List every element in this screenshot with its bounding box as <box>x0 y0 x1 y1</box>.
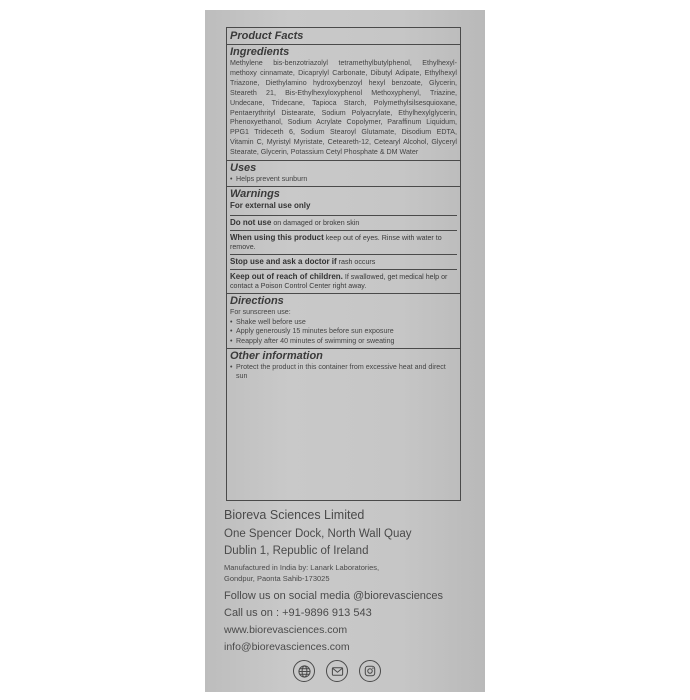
manufacturer-line1: Manufactured in India by: Lanark Laboratories, <box>224 563 380 572</box>
social-follow-text: Follow us on social media @biorevasciences <box>224 590 444 602</box>
email-text: info@biorevasciences.com <box>224 641 350 653</box>
keep-out-row <box>230 269 457 293</box>
warnings-section <box>227 187 460 294</box>
ingredients-list: Methylene bis-benzotriazolyl tetramethylbutylphenol, Ethylhexyl-methoxy cinnamate, Dicaprylyl Carbonate, Dibutyl Adipate, Ethylhexyl Triazone, Diethylamino hydroxybenzoyl hexyl benzoate, Glycerin, Steareth 21, Bis-Ethylhexyloxyphenol Methoxyphenyl, Triazine, Undecane, Tridecane, Tapioca Starch, Polymethylsilsesquioxane, Pentaerythrityl Distearate, Sodium Polyacrylate, Ethylhexylglycerin, Phenoxyethanol, Sodium Acrylate Copolymer, Paraffinum Liquidum, PPG1 Trideceth 6, Sodium Stearoyl Glutamate, Disodium EDTA, Vitamin C, Myristyl Myristate, Ceteareth-12, Cetearyl Alcohol, Glyceryl Stearate, Glycerin, Potassium Cetyl Phosphate & DM Water <box>230 59 457 157</box>
stop-use-text: rash occurs <box>336 258 376 267</box>
directions-intro: For sunscreen use: <box>230 308 291 317</box>
do-not-use-text: on damaged or broken skin <box>271 219 360 228</box>
external-use-text: For external use only <box>230 201 311 211</box>
when-using-text: keep out of eyes. Rinse with water to remove. <box>230 234 442 252</box>
directions-list <box>230 318 457 346</box>
ingredients-title: Ingredients <box>230 46 290 58</box>
do-not-use-label: Do not use <box>230 218 272 228</box>
list-item: • Shake well before use <box>230 318 457 327</box>
when-using-label: When using this product <box>230 233 324 243</box>
company-address-line1: One Spencer Dock, North Wall Quay <box>224 528 412 540</box>
website-text: www.biorevasciences.com <box>224 624 348 636</box>
globe-icon <box>293 660 315 682</box>
directions-title: Directions <box>230 295 284 308</box>
product-facts-title: Product Facts <box>227 28 460 45</box>
list-item: • Reapply after 40 minutes of swimming or sweating <box>230 337 457 346</box>
product-facts-box <box>226 27 461 501</box>
other-info-title: Other information <box>230 349 323 362</box>
directions-section <box>227 294 460 349</box>
list-item: • Helps prevent sunburn <box>230 175 457 184</box>
list-item: • Apply generously 15 minutes before sun exposure <box>230 327 457 336</box>
manufacturer-line2: Gondpur, Paonta Sahib-173025 <box>224 574 330 583</box>
ingredients-section <box>227 45 460 161</box>
stop-use-row <box>230 254 457 269</box>
other-info-section <box>227 349 460 384</box>
keep-out-label: Keep out of reach of children. <box>230 272 343 282</box>
company-name: Bioreva Sciences Limited <box>224 508 365 522</box>
instagram-icon <box>359 660 381 682</box>
other-info-list <box>230 363 457 382</box>
keep-out-text: If swallowed, get medical help or contact a Poison Control Center right away. <box>230 273 448 291</box>
when-using-row <box>230 230 457 254</box>
mail-icon <box>326 660 348 682</box>
company-address-line2: Dublin 1, Republic of Ireland <box>224 545 369 557</box>
uses-section <box>227 161 460 187</box>
warnings-title: Warnings <box>230 188 280 201</box>
stop-use-label: Stop use and ask a doctor if <box>230 257 337 267</box>
phone-text: Call us on : +91-9896 913 543 <box>224 607 372 619</box>
contact-icons <box>293 660 381 682</box>
uses-list <box>230 175 457 184</box>
do-not-use-row <box>230 215 457 230</box>
uses-title: Uses <box>230 162 257 175</box>
list-item: • Protect the product in this container from excessive heat and direct sun <box>230 363 457 382</box>
